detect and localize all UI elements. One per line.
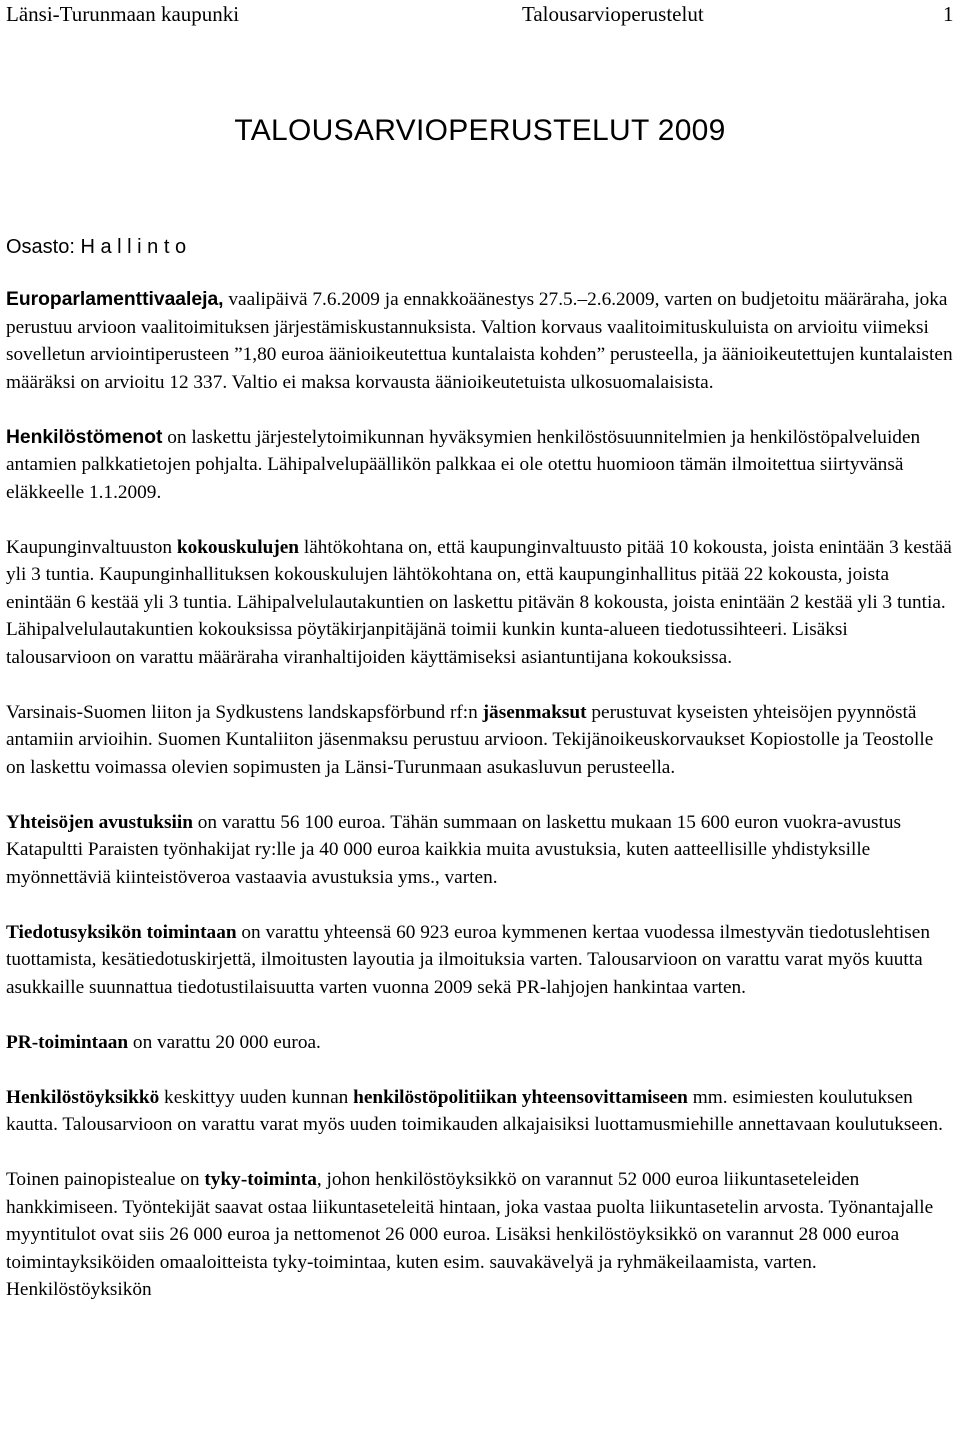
- paragraph-meeting-costs: [6, 534, 956, 672]
- paragraph-lead: Varsinais-Suomen liiton ja Sydkustens landskapsförbund rf:n: [6, 701, 483, 723]
- paragraph-text: on varattu 20 000 euroa.: [128, 1031, 321, 1053]
- term-grants: Yhteisöjen avustuksiin: [6, 811, 193, 833]
- paragraph-text: vaalipäivä 7.6.2009 ja ennakkoäänestys 27.5.–2.6.2009, varten on budjetoitu määräraha, joka perustuu arvioon vaalitoimituksen järjestämiskustannuksista. Valtion korvaus vaalitoimituskuluista on arvioitu viimeksi sovelletun arviointiperusteen ”1,80 euroa äänioikeutettua kuntalaista kohden” perusteella, ja äänioikeutettujen kuntalaisten määräksi on arvioitu 12 337. Valtio ei maksa korvausta äänioikeutetuista ulkosuomalaisista.: [6, 289, 953, 393]
- paragraph-lead: Toinen painopistealue on: [6, 1169, 205, 1190]
- header-organization: Länsi-Turunmaan kaupunki: [6, 2, 240, 26]
- department-label: Osasto:: [6, 236, 75, 258]
- paragraph-personnel-costs: [6, 424, 956, 507]
- paragraph-hr-unit: [6, 1084, 956, 1139]
- term-personnel-costs: Henkilöstömenot: [6, 426, 163, 448]
- paragraph-grants: [6, 809, 956, 892]
- paragraph-lead: Kaupunginvaltuuston: [6, 536, 177, 558]
- paragraph-text: on laskettu järjestelytoimikunnan hyväksymien henkilöstösuunnitelmien ja henkilöstöpalveluiden antamien palkkatietojen pohjalta. Lähipalvelupäällikön palkkaa ei ole otettu huomioon tämän ilmoitettua siirtyvänsä eläkkeelle 1.1.2009.: [6, 426, 921, 503]
- paragraph-text: lähtökohtana on, että kaupunginvaltuusto pitää 10 kokousta, joista enintään 3 kestää yli 3 tuntia. Kaupunginhallituksen kokouskulujen lähtökohtana on, että kaupunginhallitus pitää 22 kokousta, joista enintään 6 kestää yli 3 tuntia. Lähipalvelulautakuntien on laskettu pitävän 8 kokousta, joista enintään 2 kestää yli 3 tuntia. Lähipalvelulautakuntien kokouksissa pöytäkirjanpitäjänä toimii kunkin kunta-alueen tiedotussihteeri. Lisäksi talousarvioon on varattu määräraha viranhaltijoiden käyttämiseksi asiantuntijana kokouksissa.: [6, 536, 952, 668]
- document-title: TALOUSARVIOPERUSTELUT 2009: [234, 114, 726, 147]
- page-number: 1: [943, 2, 954, 26]
- header-document-title: Talousarvioperustelut: [522, 2, 704, 26]
- paragraph-pr: [6, 1029, 956, 1057]
- document-body: [6, 286, 956, 1331]
- term-membership-fees: jäsenmaksut: [482, 701, 587, 723]
- term-information-unit: Tiedotusyksikön toimintaan: [6, 921, 237, 943]
- department-name: H a l l i n t o: [80, 236, 187, 258]
- paragraph-text: , johon henkilöstöyksikkö on varannut 52 000 euroa liikuntaseteleiden hankkimiseen. Työntekijät saavat ostaa liikuntaseteleitä hintaan, joka vastaa puolta liikuntasetelin arvosta. Työnantajalle myyntitulot ovat siis 26 000 euroa ja nettomenot 26 000 euroa. Lisäksi henkilöstöyksikkö on varannut 28 000 euroa toimintayksiköiden omaaloitteista tyky-toimintaa, kuten esim. sauvakävelyä ja ryhmäkeilaamista, varten. Henkilöstöyksikön: [6, 1169, 934, 1300]
- paragraph-text: perustuvat kyseisten yhteisöjen pyynnöstä antamiin arvioihin. Suomen Kuntaliiton jäsenmaksu perustuu arvioon. Tekijänoikeuskorvaukset Kopiostolle ja Teostolle on laskettu voimassa olevien sopimusten ja Länsi-Turunmaan asukasluvun perusteella.: [6, 701, 934, 778]
- department-line: [6, 236, 186, 259]
- paragraph-text: on varattu yhteensä 60 923 euroa kymmenen kertaa vuodessa ilmestyvän tiedotuslehtisen tuottamista, kesätiedotuskirjettä, ilmoitusten layoutia ja ilmoituksia varten. Talousarvioon on varattu varat myös kuutta asukkaille suunnattua tiedotustilaisuutta varten vuonna 2009 sekä PR-lahjojen hankintaa varten.: [6, 921, 930, 998]
- paragraph-mid: keskittyy uuden kunnan: [159, 1086, 354, 1108]
- paragraph-elections: [6, 286, 956, 396]
- term-hr-policy: henkilöstöpolitiikan yhteensovittamiseen: [353, 1086, 688, 1108]
- page-header: [0, 0, 960, 30]
- term-wellbeing-activities: tyky-toiminta: [204, 1169, 317, 1190]
- paragraph-text: mm. esimiesten koulutuksen kautta. Talousarvioon on varattu varat myös uuden toimikauden alkajaisiksi luottamusmiehille annettavaan koulutukseen.: [6, 1086, 943, 1135]
- paragraph-membership-fees: [6, 699, 956, 782]
- paragraph-wellbeing: [6, 1166, 956, 1304]
- term-meeting-costs: kokouskulujen: [176, 536, 300, 558]
- term-pr-activities: PR-toimintaan: [6, 1031, 129, 1053]
- paragraph-information-unit: [6, 919, 956, 1002]
- paragraph-text: on varattu 56 100 euroa. Tähän summaan on laskettu mukaan 15 600 euron vuokra-avustus Katapultti Paraisten työnhakijat ry:lle ja 40 000 euroa kaikkia muita avustuksia, kuten aatteellisille yhdistyksille myönnettäviä kiinteistöveroa vastaavia avustuksia yms., varten.: [6, 811, 902, 888]
- term-european-elections: Europarlamenttivaaleja,: [6, 289, 224, 310]
- term-hr-unit: Henkilöstöyksikkö: [6, 1086, 160, 1108]
